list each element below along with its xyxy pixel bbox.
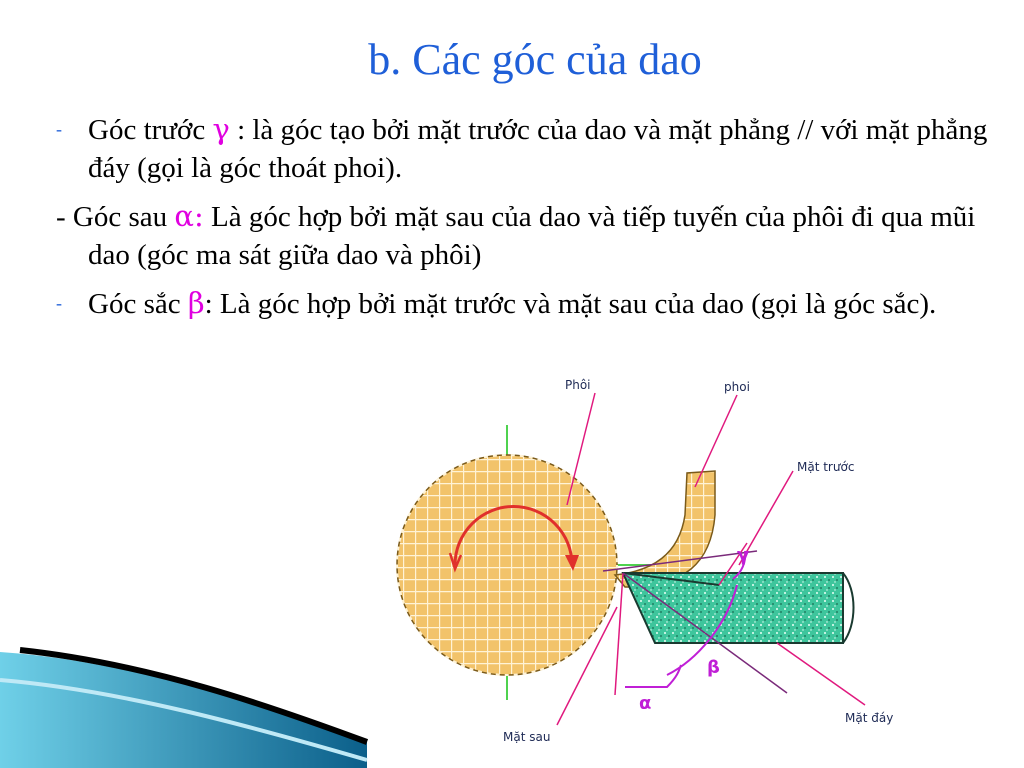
bullet-wedge-angle	[56, 284, 1006, 323]
slide-title: b. Các góc của dao	[368, 35, 702, 84]
base-plane-label: Mặt đáy	[845, 711, 894, 725]
bullet-rake-angle	[56, 110, 1006, 187]
bullet-text: : là góc tạo bởi mặt trước của dao và mặt phẳng // với mặt phẳng đáy (gọi là góc thoát phoi).	[88, 114, 988, 184]
cutting-tool-diagram	[367, 375, 905, 768]
flank-face-label: Mặt sau	[503, 730, 551, 744]
rake-face-label: Mặt trước	[797, 460, 855, 474]
alpha-label: α	[639, 693, 652, 714]
cutting-tool-body	[623, 573, 843, 643]
chip-label: phoi	[724, 380, 750, 394]
bullet-dash: -	[56, 293, 62, 313]
bullet-text: Là góc hợp bởi mặt sau của dao và tiếp tuyến của phôi đi qua mũi dao (góc ma sát giữa dao và phôi)	[88, 201, 976, 271]
gamma-label: γ	[737, 545, 750, 566]
bullet-prefix: - Góc sau	[56, 201, 175, 233]
bullet-prefix: Góc sắc	[88, 288, 188, 320]
workpiece-disc	[397, 455, 617, 675]
bullet-list	[56, 110, 1006, 333]
bullet-text: : Là góc hợp bởi mặt trước và mặt sau của dao (gọi là góc sắc).	[204, 288, 937, 320]
workpiece-label: Phôi	[565, 378, 591, 392]
bullet-prefix: Góc trước	[88, 114, 213, 146]
bullet-dash: -	[56, 119, 62, 139]
beta-label: β	[707, 657, 720, 678]
bullet-clearance-angle	[56, 197, 1006, 274]
gamma-symbol: γ	[212, 112, 230, 146]
alpha-symbol: α:	[174, 199, 204, 233]
beta-symbol: β	[187, 286, 205, 320]
